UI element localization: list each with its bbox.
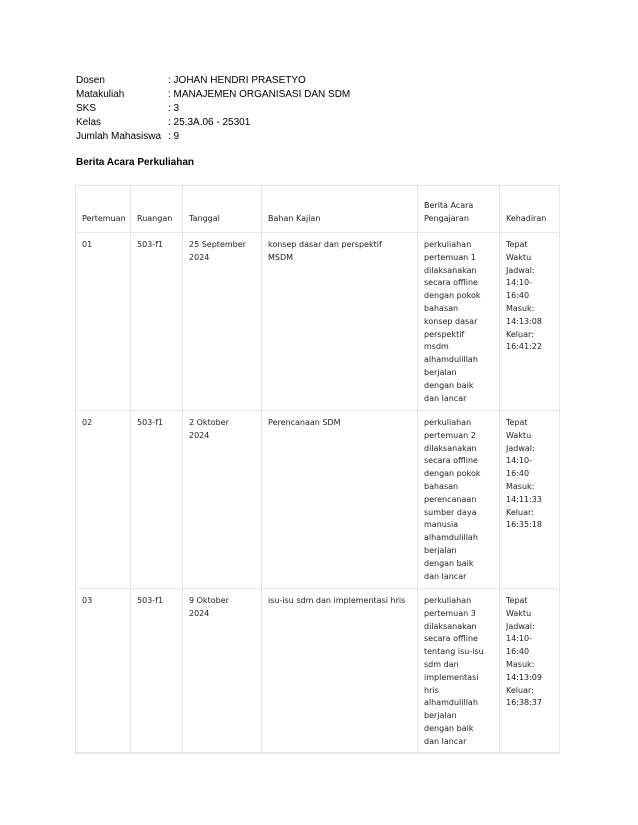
line: 14:10- [506, 278, 532, 288]
line: secara offline [424, 634, 478, 644]
cell-pertemuan: 03 [76, 589, 131, 754]
line: Keluar: [506, 329, 534, 339]
line: Perencanaan SDM [268, 418, 341, 427]
dosen-label: Dosen [76, 75, 105, 86]
line: dengan baik [424, 723, 474, 733]
line: dengan pokok [424, 469, 481, 479]
line: isu-isu sdm dan implementasi hris [268, 596, 406, 605]
line: secara offline [424, 278, 478, 288]
line: dengan baik [424, 380, 474, 390]
line: implementasi [424, 672, 479, 682]
line: Tepat [506, 240, 528, 249]
line: bahasan [424, 481, 459, 491]
cell-ruangan: 503-f1 [131, 589, 183, 754]
line: perkuliahan [424, 418, 472, 427]
cell-kehadiran [500, 411, 560, 589]
line: 16:40 [506, 469, 530, 479]
line: 16:35:18 [506, 520, 542, 530]
line: pertemuan 2 [424, 430, 476, 440]
line: Masuk: [506, 303, 535, 313]
kelas-value: : 25.3A.06 - 25301 [168, 117, 251, 128]
line: 14:13:09 [506, 672, 542, 682]
line: MSDM [268, 252, 294, 262]
line: konsep dasar [424, 316, 478, 326]
line: bahasan [424, 303, 459, 313]
kelas-label: Kelas [76, 117, 102, 128]
header-kehadiran: Kehadiran [500, 186, 560, 233]
header-berita-line2: Pengajaran [424, 214, 469, 224]
line: dengan pokok [424, 291, 481, 301]
cell-bahan-kajian [262, 411, 418, 589]
line: Waktu [506, 608, 532, 618]
line: tentang isu-isu [424, 647, 484, 657]
matakuliah-label: Matakuliah [76, 89, 125, 100]
line: perencanaan [424, 494, 477, 504]
cell-bahan-kajian [262, 233, 418, 411]
header-bahan-kajian: Bahan Kajian [262, 186, 418, 233]
cell-berita-acara [418, 589, 500, 754]
line: 2024 [189, 430, 210, 440]
line: berjalan [424, 545, 457, 555]
cell-kehadiran [500, 589, 560, 754]
cell-berita-acara [418, 411, 500, 589]
line: perkuliahan [424, 240, 472, 249]
line: 25 September [189, 240, 246, 249]
line: Waktu [506, 430, 532, 440]
jumlah-value: : 9 [168, 131, 180, 142]
line: berjalan [424, 711, 457, 721]
cell-ruangan: 503-f1 [131, 411, 183, 589]
line: 2 Oktober [189, 418, 229, 427]
line: alhamdulillah [424, 533, 478, 543]
line: Tepat [506, 418, 528, 427]
table-row [76, 589, 560, 754]
line: perkuliahan [424, 596, 472, 605]
cell-bahan-kajian [262, 589, 418, 754]
line: dilaksanakan [424, 621, 477, 631]
info-row-dosen [76, 74, 350, 88]
header-ruangan: Ruangan [131, 186, 183, 233]
cell-tanggal [183, 411, 262, 589]
cell-tanggal [183, 589, 262, 754]
cell-pertemuan: 01 [76, 233, 131, 411]
line: dilaksanakan [424, 265, 477, 275]
line: Keluar: [506, 685, 534, 695]
line: dengan baik [424, 558, 474, 568]
line: Jadwal: [506, 621, 535, 631]
line: hris [424, 685, 439, 695]
line: dan lancar [424, 736, 467, 746]
header-berita-acara [418, 186, 500, 233]
line: Keluar: [506, 507, 534, 517]
line: Masuk: [506, 659, 535, 669]
sks-label: SKS [76, 103, 97, 114]
line: 14:10- [506, 634, 532, 644]
info-row-kelas [76, 116, 350, 130]
berita-acara-table [75, 185, 560, 754]
line: 2024 [189, 252, 210, 262]
line: Jadwal: [506, 265, 535, 275]
table-header-row [76, 186, 560, 233]
info-row-jumlah [76, 130, 350, 144]
matakuliah-value: : MANAJEMEN ORGANISASI DAN SDM [168, 89, 351, 100]
cell-ruangan: 503-f1 [131, 233, 183, 411]
line: Masuk: [506, 481, 535, 491]
line: msdm [424, 342, 449, 352]
line: 16:38:37 [506, 698, 542, 708]
line: dilaksanakan [424, 443, 477, 453]
jumlah-label: Jumlah Mahasiswa [76, 131, 162, 142]
header-berita-line1: Berita Acara [424, 201, 474, 211]
line: manusia [424, 520, 459, 530]
table-row [76, 233, 560, 411]
line: perspektif [424, 329, 465, 339]
header-tanggal: Tanggal [183, 186, 262, 233]
line: sumber daya [424, 507, 477, 517]
cell-pertemuan: 02 [76, 411, 131, 589]
line: 9 Oktober [189, 596, 229, 605]
line: 16:40 [506, 291, 530, 301]
info-row-sks [76, 102, 350, 116]
line: 14:13:08 [506, 316, 542, 326]
line: Waktu [506, 252, 532, 262]
line: secara offline [424, 456, 478, 466]
cell-kehadiran [500, 233, 560, 411]
sks-value: : 3 [168, 103, 180, 114]
line: 2024 [189, 608, 210, 618]
line: berjalan [424, 367, 457, 377]
course-info [76, 74, 350, 144]
line: Jadwal: [506, 443, 535, 453]
line: 16:41:22 [506, 342, 542, 352]
line: Tepat [506, 596, 528, 605]
line: konsep dasar dan perspektif [268, 240, 382, 249]
dosen-value: : JOHAN HENDRI PRASETYO [168, 75, 306, 86]
line: 14:10- [506, 456, 532, 466]
info-row-matakuliah [76, 88, 350, 102]
cell-berita-acara [418, 233, 500, 411]
cell-tanggal [183, 233, 262, 411]
line: alhamdulillah [424, 355, 478, 365]
line: alhamdulillah [424, 698, 478, 708]
line: dan lancar [424, 571, 467, 581]
line: pertemuan 1 [424, 252, 476, 262]
line: 14:11:33 [506, 494, 542, 504]
line: dan lancar [424, 393, 467, 403]
header-pertemuan: Pertemuan [76, 186, 131, 233]
line: 16:40 [506, 647, 530, 657]
line: sdm dan [424, 659, 459, 669]
line: pertemuan 3 [424, 608, 476, 618]
table-row [76, 411, 560, 589]
section-title: Berita Acara Perkuliahan [76, 157, 195, 168]
